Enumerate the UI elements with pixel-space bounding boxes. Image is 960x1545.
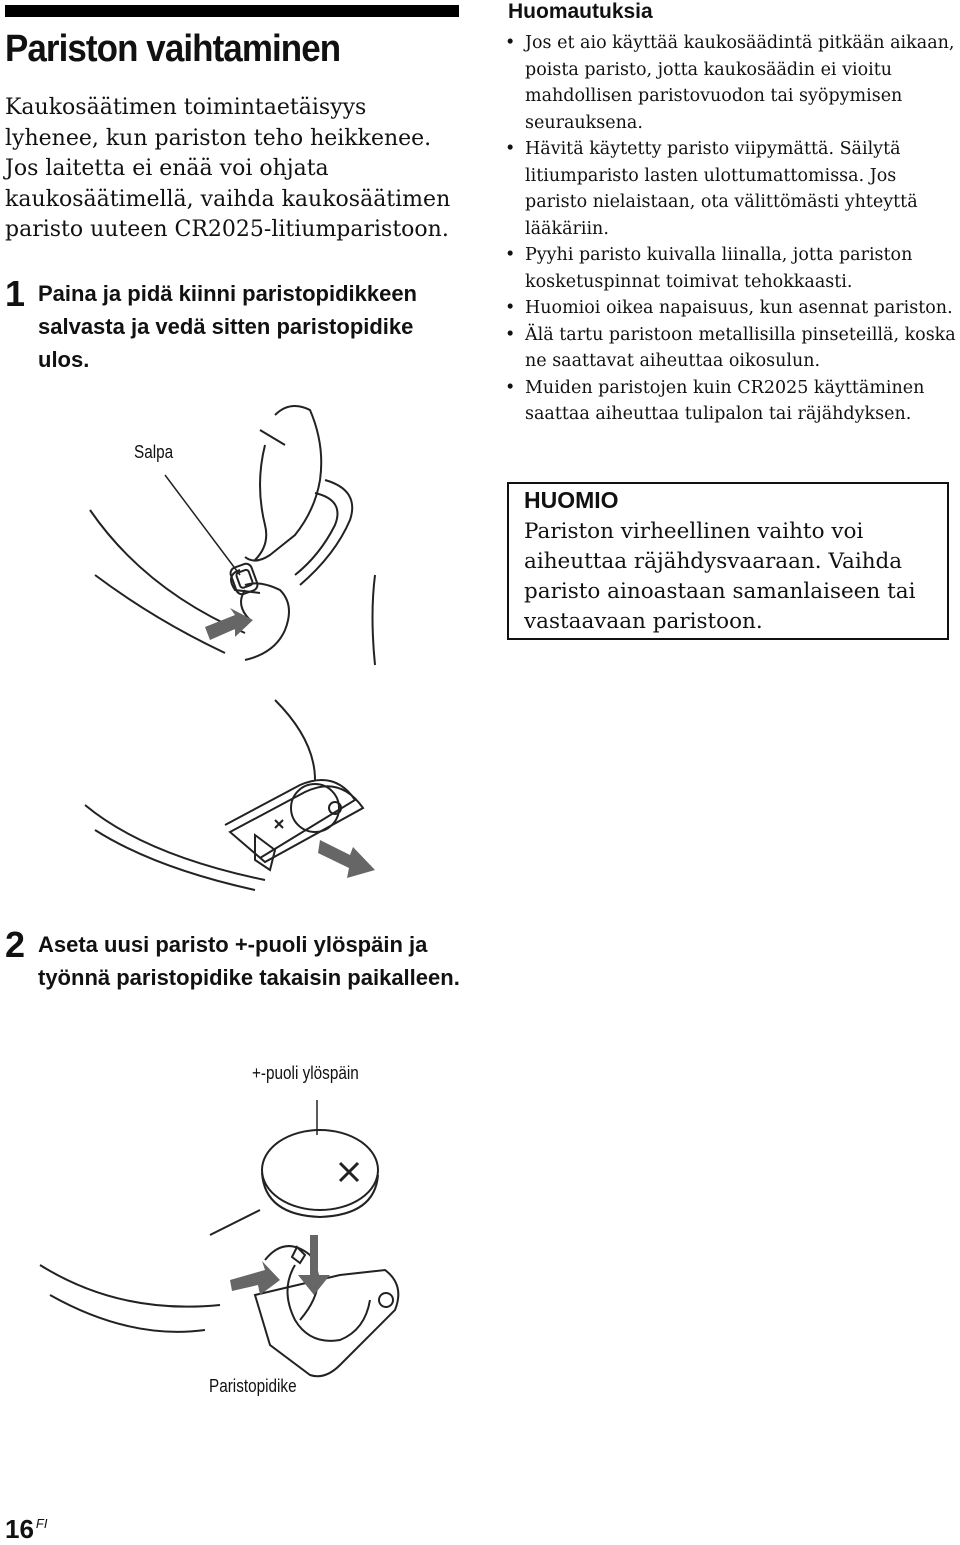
battery-insert-illustration (40, 1095, 440, 1395)
caution-title: HUOMIO (524, 487, 619, 513)
note-item: • Jos et aio käyttää kaukosäädintä pitkään aikaan, poista paristo, jotta kaukosäädin ei vioitu mahdollisen paristovuodon tai syöpymisen seurauksena. (505, 33, 955, 133)
step-2-number: 2 (5, 924, 26, 965)
note-item: • Älä tartu paristoon metallisilla pinseteillä, koska ne saattavat aiheuttaa oikosulun. (505, 324, 956, 371)
page-number: 16 $^{FI}$ (5, 1514, 48, 1544)
plus-side-up-label: +-puoli ylöspäin (252, 1063, 359, 1083)
step-2-text: Aseta uusi paristo +-puoli ylöspäin ja työnnä paristopidike takaisin paikalleen. (38, 932, 460, 990)
note-item: • Huomioi oikea napaisuus, kun asennat pariston. (505, 298, 953, 318)
step-1-number: 1 (5, 273, 26, 314)
notes-heading: Huomautuksia (508, 0, 653, 23)
latch-label: Salpa (134, 442, 174, 462)
section-top-bar (5, 5, 459, 17)
page-language: FI (35, 1516, 48, 1532)
battery-holder-label: Paristopidike (209, 1376, 297, 1396)
intro-paragraph: Kaukosäätimen toimintaetäisyys lyhenee, kun pariston teho heikkenee. Jos laitetta ei enää voi ohjata kaukosäätimellä, vaihda kaukosäätimen paristo uuteen CR2025-litiumparistoon. (5, 95, 451, 242)
note-item: • Hävitä käytetty paristo viipymättä. Säilytä litiumparisto lasten ulottumattomissa. Jos paristo nielaistaan, ota välittömästi yhteyttä lääkäriin. (505, 139, 918, 239)
holder-removal-illustration (85, 700, 405, 890)
caution-box (507, 482, 949, 640)
latch-press-illustration (85, 405, 385, 665)
notes-list (503, 30, 958, 428)
page-title: Pariston vaihtaminen (5, 28, 341, 70)
note-item: • Muiden paristojen kuin CR2025 käyttäminen saattaa aiheuttaa tulipalon tai räjähdyksen. (505, 377, 925, 424)
note-item: • Pyyhi paristo kuivalla liinalla, jotta pariston kosketuspinnat toimivat tehokkaasti. (505, 245, 913, 292)
caution-text: Pariston virheellinen vaihto voi aiheuttaa räjähdysvaaraan. Vaihda paristo ainoastaan samanlaiseen tai vastaavaan paristoon. (524, 519, 916, 634)
step-1-text: Paina ja pidä kiinni paristopidikkeen salvasta ja vedä sitten paristopidike ulos. (38, 281, 417, 372)
